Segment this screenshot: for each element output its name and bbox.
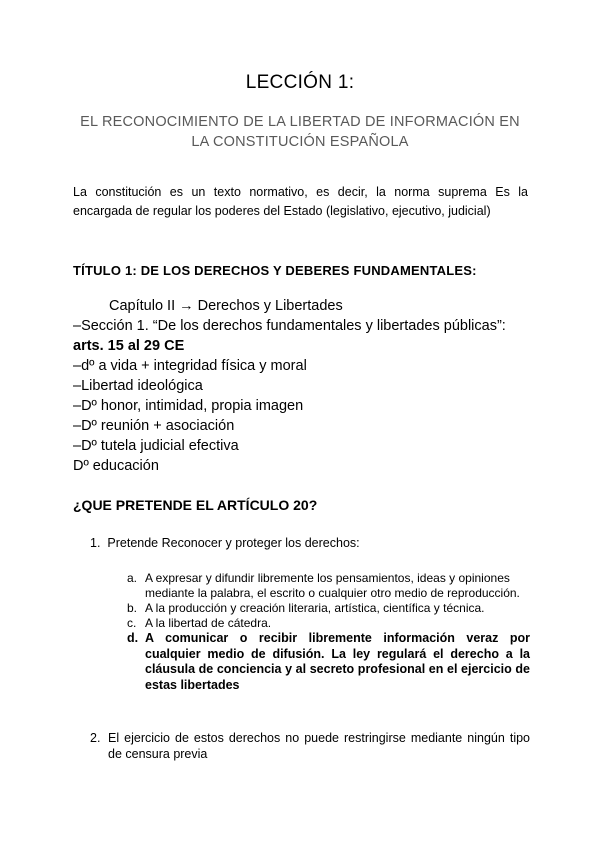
sublist-marker: c. bbox=[127, 616, 137, 630]
list-item-2-text: El ejercicio de estos derechos no puede restringirse mediante ningún tipo de censura previa bbox=[108, 731, 530, 761]
right-item: Dº educación bbox=[73, 458, 159, 474]
section-line: –Sección 1. “De los derechos fundamentales y libertades públicas”: bbox=[73, 318, 506, 334]
right-item: –Dº honor, intimidad, propia imagen bbox=[73, 398, 304, 414]
lesson-subtitle-line-2: LA CONSTITUCIÓN ESPAÑOLA bbox=[191, 134, 409, 150]
sublist-text: A expresar y difundir libremente los pensamientos, ideas y opiniones mediante la palabra, el escrito o cualquier otro medio de reproducción. bbox=[145, 571, 520, 600]
question-heading: ¿QUE PRETENDE EL ARTÍCULO 20? bbox=[73, 497, 318, 513]
sublist-text: A la producción y creación literaria, artística, científica y técnica. bbox=[145, 601, 485, 615]
sublist-marker: a. bbox=[127, 571, 138, 585]
list-item-1-text: Pretende Reconocer y proteger los derechos: bbox=[107, 536, 360, 550]
rights-outline bbox=[73, 296, 543, 476]
sublist-text: A comunicar o recibir libremente información veraz por cualquier medio de difusión. La ley regulará el derecho a la cláusula de conciencia y al secreto profesional en el ejercicio de estas libertades bbox=[145, 631, 530, 692]
intro-paragraph: La constitución es un texto normativo, es decir, la norma suprema Es la encargada de regular los poderes del Estado (legislativo, ejecutivo, judicial) bbox=[73, 185, 528, 218]
list-item-2-marker: 2. bbox=[90, 731, 101, 745]
sublist-marker: b. bbox=[127, 601, 138, 615]
chapter-line: Capítulo II → Derechos y Libertades bbox=[109, 298, 343, 314]
right-item: –Dº tutela judicial efectiva bbox=[73, 438, 239, 454]
sublist-item-c bbox=[127, 616, 530, 631]
sublist-item-a bbox=[127, 571, 530, 601]
list-item-1-marker: 1. bbox=[90, 536, 101, 550]
lesson-subtitle bbox=[70, 112, 530, 152]
right-item: –dº a vida + integridad física y moral bbox=[73, 358, 307, 374]
sublist-marker: d. bbox=[127, 631, 139, 645]
list-item-1 bbox=[90, 535, 530, 551]
sublist-item-b bbox=[127, 601, 530, 616]
right-item: –Dº reunión + asociación bbox=[73, 418, 235, 434]
title-1-heading: TÍTULO 1: DE LOS DERECHOS Y DEBERES FUNDAMENTALES: bbox=[73, 263, 477, 278]
list-item-2 bbox=[90, 730, 530, 762]
right-item: –Libertad ideológica bbox=[73, 378, 203, 394]
sublist-text: A la libertad de cátedra. bbox=[145, 616, 272, 630]
lesson-title: LECCIÓN 1: bbox=[245, 72, 355, 93]
rights-sublist bbox=[127, 571, 530, 693]
sublist-item-d bbox=[127, 631, 530, 693]
lesson-subtitle-line-1: EL RECONOCIMIENTO DE LA LIBERTAD DE INFORMACIÓN EN bbox=[80, 114, 520, 130]
articles-line: arts. 15 al 29 CE bbox=[73, 338, 185, 354]
